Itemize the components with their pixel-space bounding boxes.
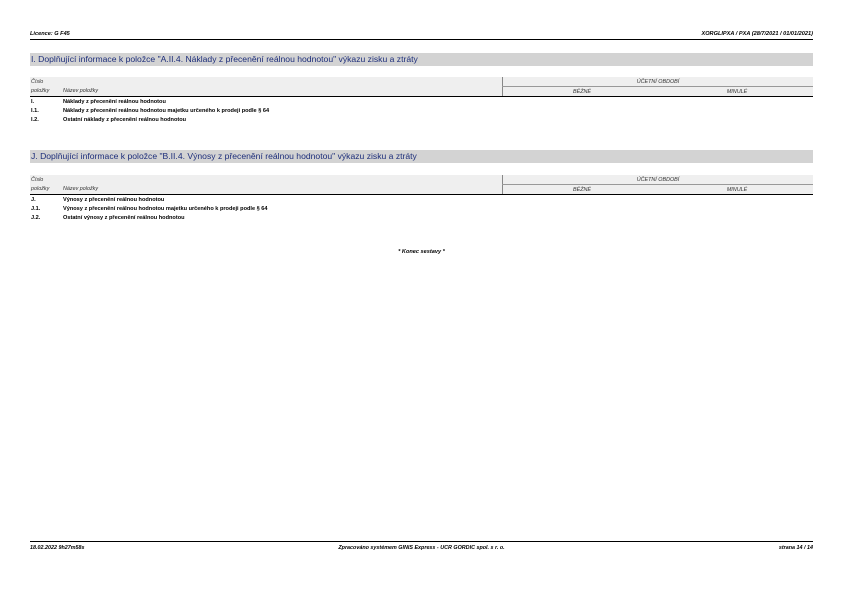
table-section-j: [30, 175, 813, 222]
col-header-obdobi: ÚČETNÍ OBDOBÍ: [503, 77, 814, 87]
table-row: [30, 106, 813, 115]
col-header-cislo: Číslo: [30, 175, 62, 185]
col-header-polozky: položky: [30, 185, 62, 195]
row-name: Výnosy z přecenění reálnou hodnotou: [63, 196, 165, 203]
row-number: J.: [31, 196, 36, 203]
col-header-polozky: položky: [30, 87, 62, 97]
table-header-row: [30, 175, 813, 185]
report-id-label: XORGLIPXA / PXA (28/7/2021 / 01/01/2021): [701, 31, 813, 37]
table-header-row: [30, 77, 813, 87]
license-label: Licence: G F45: [30, 31, 70, 37]
row-number: I.2.: [31, 116, 39, 123]
row-name: Náklady z přecenění reálnou hodnotou majetku určeného k prodeji podle § 64: [63, 107, 270, 114]
table-row: [30, 97, 813, 107]
page-footer: [30, 541, 813, 552]
table-header-row: [30, 185, 813, 195]
col-header-bezne: BĚŽNÉ: [503, 185, 662, 195]
row-number: I.1.: [31, 107, 39, 114]
table-row: [30, 204, 813, 213]
table-header-row: [30, 87, 813, 97]
col-header-obdobi: ÚČETNÍ OBDOBÍ: [503, 175, 814, 185]
section-title-i-text: I. Doplňující informace k položce "A.II.4. Náklady z přecenění reálnou hodnotou" výkazu zisku a ztráty: [31, 54, 418, 64]
table-row: [30, 115, 813, 124]
section-title-j-text: J. Doplňující informace k položce "B.II.4. Výnosy z přecenění reálnou hodnotou" výkazu zisku a ztráty: [31, 151, 417, 161]
row-name: Ostatní náklady z přecenění reálnou hodnotou: [63, 116, 187, 123]
footer-system-label: Zpracováno systémem GINIS Express - UCR GORDIC spol. s r. o.: [338, 545, 505, 551]
end-of-report-note: * Konec sestavy *: [398, 249, 445, 255]
col-header-cislo: Číslo: [30, 77, 62, 87]
table-section-i: [30, 77, 813, 124]
table-row: [30, 213, 813, 222]
col-header-nazev: Název položky: [62, 87, 503, 97]
col-header-bezne: BĚŽNÉ: [503, 87, 662, 97]
row-number: I.: [31, 98, 35, 105]
row-number: J.1.: [31, 205, 41, 212]
footer-page-number: strana 14 / 14: [778, 545, 813, 551]
col-header-nazev: Název položky: [62, 185, 503, 195]
row-name: Ostatní výnosy z přecenění reálnou hodnotou: [63, 214, 185, 221]
row-name: Výnosy z přecenění reálnou hodnotou majetku určeného k prodeji podle § 64: [63, 205, 268, 212]
footer-timestamp: 18.02.2022 9h27m58s: [30, 545, 85, 551]
section-title-i: [30, 53, 813, 66]
table-row: [30, 195, 813, 205]
page-header: [30, 31, 813, 40]
col-header-minule: MINULÉ: [661, 87, 813, 97]
section-title-j: [30, 150, 813, 163]
row-name: Náklady z přecenění reálnou hodnotou: [63, 98, 166, 105]
row-number: J.2.: [31, 214, 41, 221]
col-header-minule: MINULÉ: [661, 185, 813, 195]
